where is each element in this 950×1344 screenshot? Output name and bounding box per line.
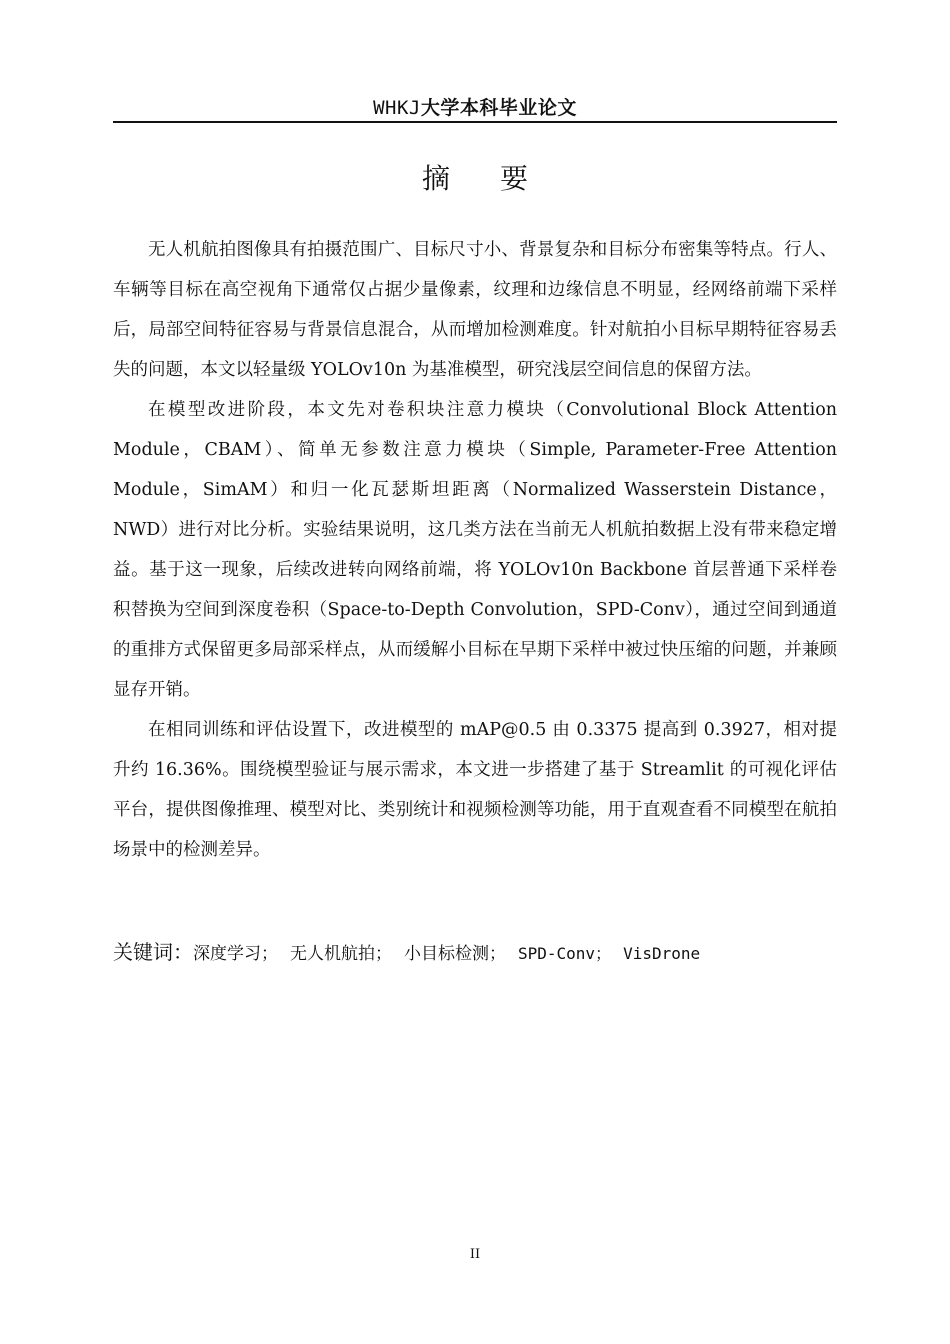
running-header <box>113 94 837 121</box>
header-rule <box>113 121 837 123</box>
header-university-code: WHKJ <box>373 97 421 119</box>
keyword-item: 无人机航拍； <box>290 944 392 964</box>
keywords-label: 关键词： <box>113 940 193 964</box>
abstract-title: 摘要 <box>421 162 578 195</box>
page-number: II <box>469 1247 481 1262</box>
keyword-item: 深度学习； <box>193 944 278 964</box>
keyword-item: 小目标检测； <box>404 944 506 964</box>
keyword-item: SPD-Conv； <box>518 944 612 963</box>
abstract-paragraph-2: 在模型改进阶段，本文先对卷积块注意力模块（Convolutional Block Attention Module，CBAM）、简单无参数注意力模块（Simple, Parameter-Free Attention Module，SimAM）和归一化瓦瑟斯坦距离（Normalized Wasserstein Distance，NWD）进行对比分析。实验结果说明，这几类方法在当前无人机航拍数据上没有带来稳定增益。基于这一现象，后续改进转向网络前端，将 YOLOv10n Backbone 首层普通下采样卷积替换为空间到深度卷积（Space-to-Depth Convolution，SPD-Conv），通过空间到通道的重排方式保留更多局部采样点，从而缓解小目标在早期下采样中被过快压缩的问题，并兼顾显存开销。 <box>113 400 837 700</box>
keyword-item: VisDrone <box>623 944 701 963</box>
abstract-paragraph-1: 无人机航拍图像具有拍摄范围广、目标尺寸小、背景复杂和目标分布密集等特点。行人、车辆等目标在高空视角下通常仅占据少量像素，纹理和边缘信息不明显，经网络前端下采样后，局部空间特征容易与背景信息混合，从而增加检测难度。针对航拍小目标早期特征容易丢失的问题，本文以轻量级 YOLOv10n 为基准模型，研究浅层空间信息的保留方法。 <box>113 240 837 380</box>
header-thesis-type: 大学本科毕业论文 <box>420 97 577 119</box>
abstract-body <box>113 230 837 870</box>
abstract-paragraph-3: 在相同训练和评估设置下，改进模型的 mAP@0.5 由 0.3375 提高到 0.3927，相对提升约 16.36%。围绕模型验证与展示需求，本文进一步搭建了基于 Streamlit 的可视化评估平台，提供图像推理、模型对比、类别统计和视频检测等功能，用于直观查看不同模型在航拍场景中的检测差异。 <box>113 720 837 860</box>
keywords-line <box>113 936 837 970</box>
